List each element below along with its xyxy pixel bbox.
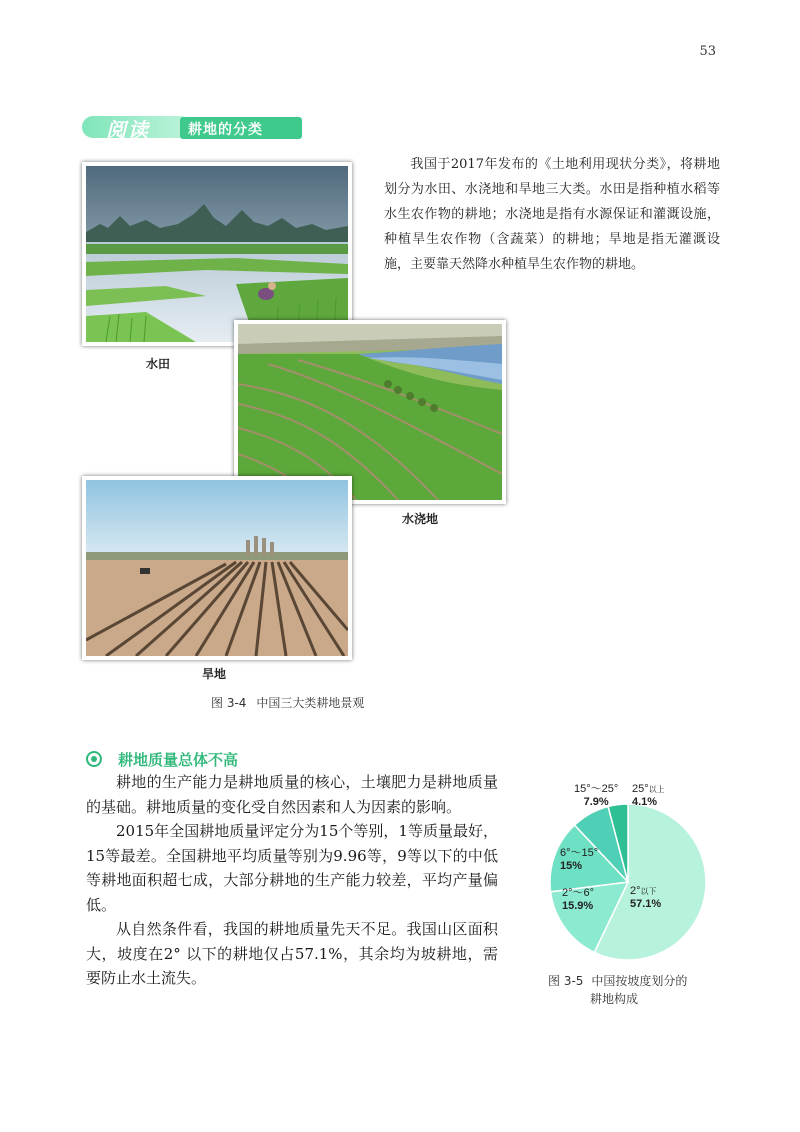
- page-number: 53: [699, 44, 716, 59]
- irrigated-land-caption: 水浇地: [402, 512, 439, 526]
- dry-land-illustration: [86, 480, 348, 656]
- paddy-field-photo: [82, 162, 352, 346]
- paddy-field-caption: 水田: [146, 357, 171, 371]
- dry-land-caption: 旱地: [202, 667, 227, 681]
- figure-3-4-caption: [211, 694, 364, 711]
- slope-pie-chart: [538, 775, 718, 965]
- figure-3-5-title-line2: 耕地构成: [590, 992, 639, 1006]
- pie-label-25-above: 25°以上 4.1%: [632, 783, 665, 808]
- figure-3-5-number: 图 3-5: [548, 974, 584, 988]
- figure-3-5-title-line1: 中国按坡度划分的: [591, 974, 688, 988]
- pie-label-15-25: 15°～25° 7.9%: [574, 783, 619, 808]
- paragraph-3: 从自然条件看，我国的耕地质量先天不足。我国山区面积大，坡度在2° 以下的耕地仅占57.1%，其余均为坡耕地，需要防止水土流失。: [86, 920, 498, 987]
- paragraph-1: 耕地的生产能力是耕地质量的核心，土壤肥力是耕地质量的基础。耕地质量的变化受自然因素和人为因素的影响。: [86, 773, 498, 816]
- reading-label: 阅读: [106, 118, 150, 142]
- reading-banner: [82, 112, 302, 142]
- intro-paragraph: [384, 152, 720, 277]
- figure-3-4-number: 图 3-4: [211, 696, 247, 710]
- section-title: 耕地质量总体不高: [118, 751, 239, 769]
- figure-3-4-title: 中国三大类耕地景观: [256, 696, 365, 710]
- irrigated-land-illustration: [238, 324, 502, 500]
- pie-label-6-15: 6°～15° 15%: [560, 847, 599, 872]
- pie-label-2-6: 2°～6° 15.9%: [562, 887, 595, 912]
- paragraph-2: 2015年全国耕地质量评定分为15个等别，1等质量最好，15等最差。全国耕地平均质量等别为9.96等，9等以下的中低等耕地面积超七成，大部分耕地的生产能力较差，平均产量偏低。: [86, 822, 498, 914]
- intro-text: 我国于2017年发布的《土地利用现状分类》，将耕地划分为水田、水浇地和旱地三大类。水田是指种植水稻等水生农作物的耕地；水浇地是指有水源保证和灌溉设施，种植旱生农作物（含蔬菜）的耕地；旱地是指无灌溉设施，主要靠天然降水种植旱生农作物的耕地。: [384, 157, 720, 272]
- dry-land-photo: [82, 476, 352, 660]
- body-text: [86, 770, 498, 991]
- figure-3-5-caption: [548, 972, 687, 990]
- paddy-field-illustration: [86, 166, 348, 342]
- reading-title: 耕地的分类: [188, 122, 263, 138]
- bullseye-icon: [86, 751, 102, 767]
- pie-label-2-below: 2°以下 57.1%: [630, 885, 662, 910]
